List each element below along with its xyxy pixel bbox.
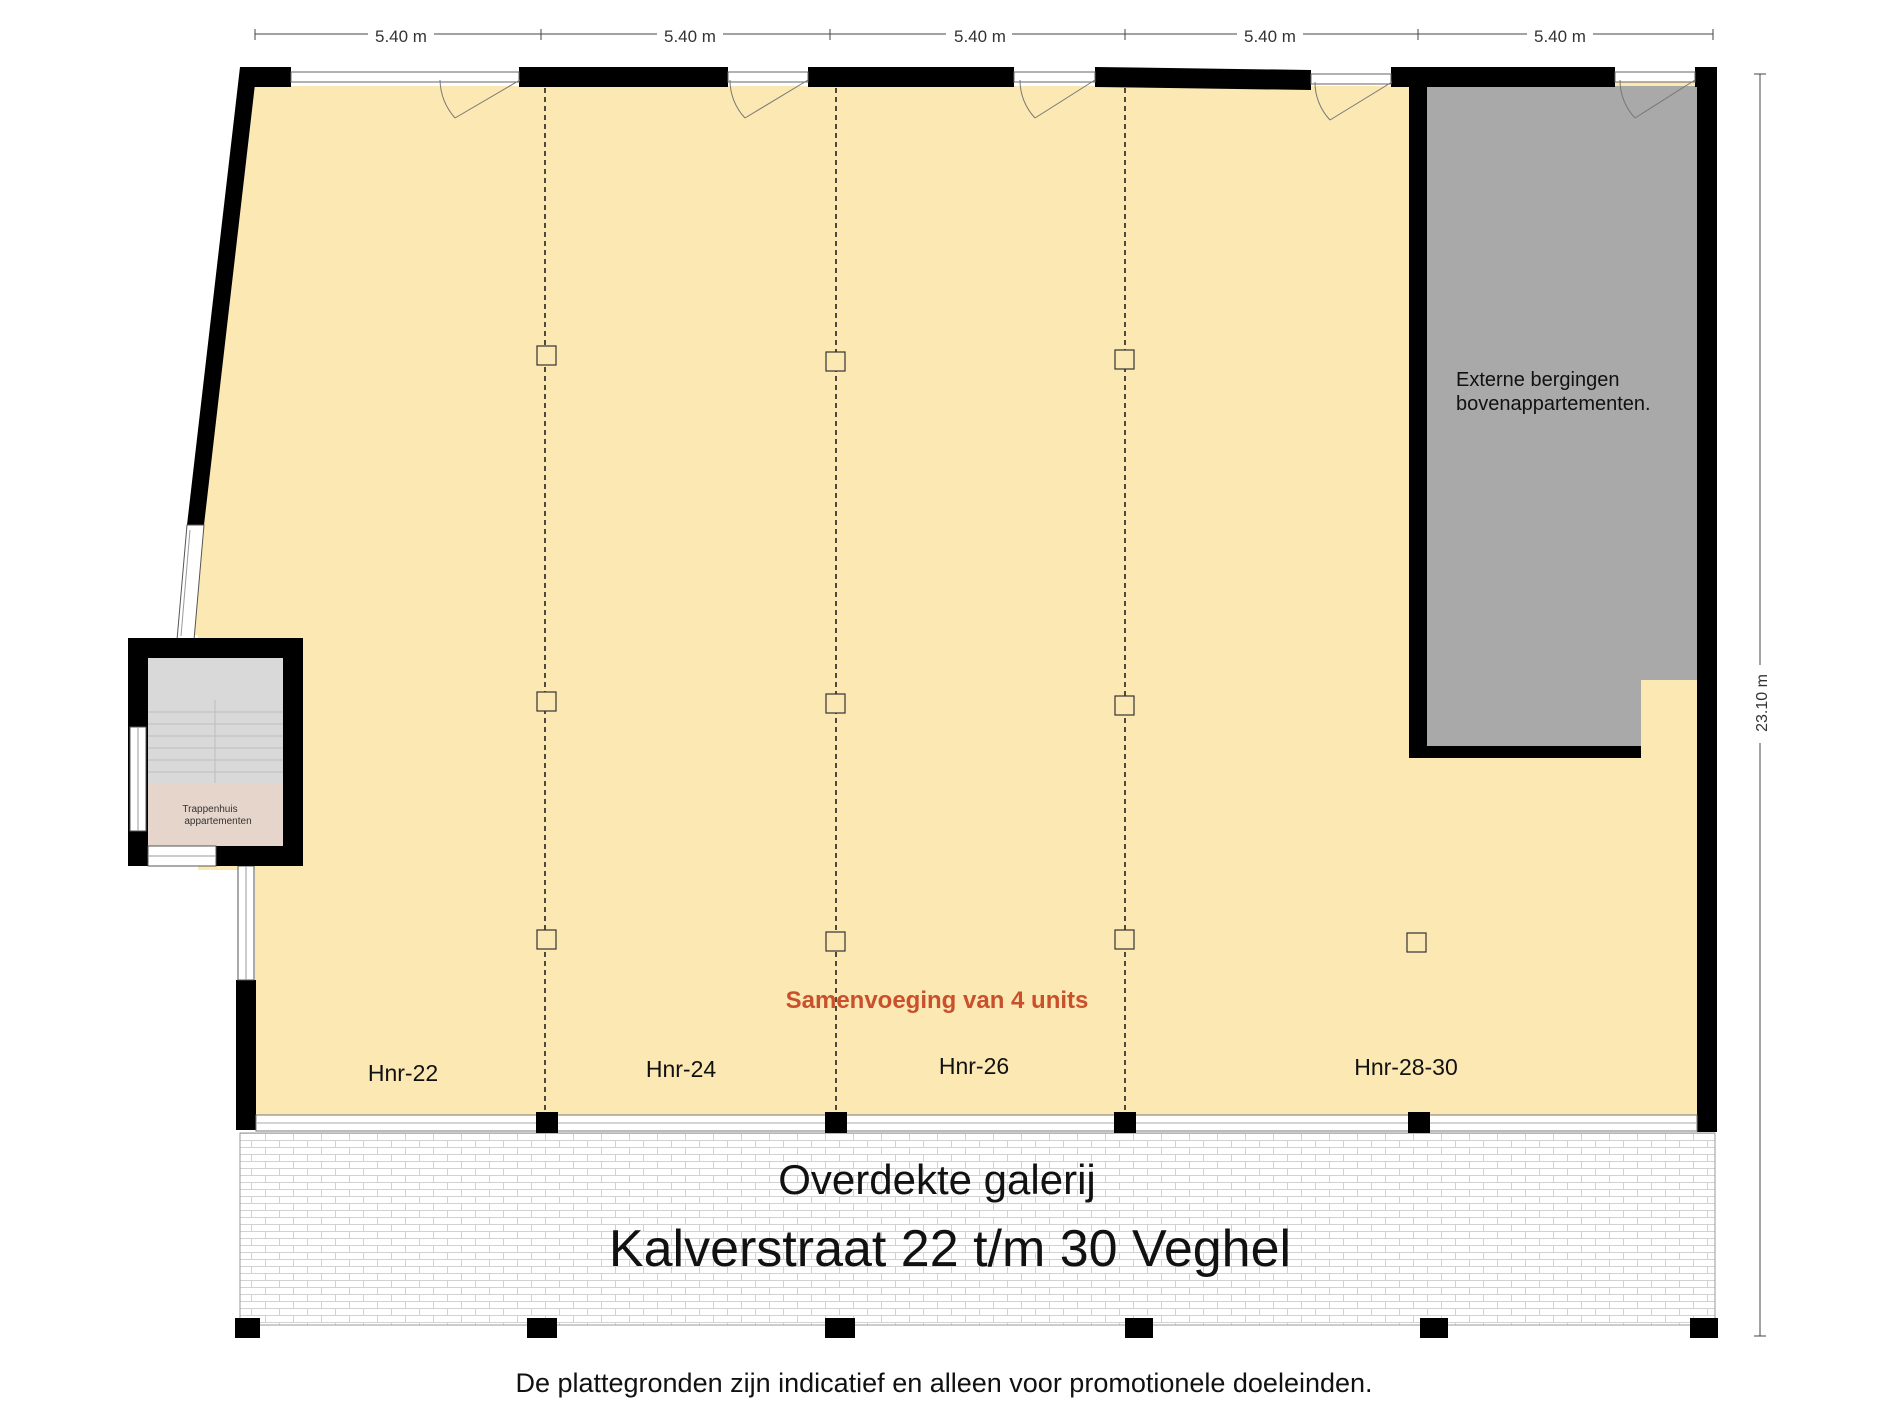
stairwell-label-line1: Trappenhuis [182,804,238,815]
unit-label-hnr-24: Hnr-24 [645,1056,717,1082]
stairwell [128,638,303,866]
unit-label-hnr-28-30: Hnr-28-30 [1354,1054,1458,1080]
dimension-label-height: 23.10 m [1754,674,1771,732]
front-facade [256,1112,1697,1133]
window-left-lower [238,866,254,980]
disclaimer: De plattegronden zijn indicatief en alleen voor promotionele doeleinden. [515,1368,1373,1398]
dimension-label: 5.40 m [664,27,716,46]
address-title: Kalverstraat 22 t/m 30 Veghel [608,1220,1292,1278]
unit-label-hnr-26: Hnr-26 [938,1053,1010,1079]
unit-label-hnr-22: Hnr-22 [367,1060,439,1086]
gallery-label: Overdekte galerij [778,1156,1096,1203]
merge-note: Samenvoeging van 4 units [785,987,1089,1014]
dimension-label: 5.40 m [954,27,1006,46]
dimension-label: 5.40 m [1534,27,1586,46]
dimension-label: 5.40 m [375,27,427,46]
top-dimension-labels [368,24,1593,46]
external-storage [1409,86,1700,758]
dimension-label: 5.40 m [1244,27,1296,46]
storage-label-line1: Externe bergingen [1456,369,1620,391]
storage-label-line2: bovenappartementen. [1456,393,1651,415]
right-dimension-line [1752,74,1771,1336]
stairwell-label-line2: appartementen [184,816,252,827]
